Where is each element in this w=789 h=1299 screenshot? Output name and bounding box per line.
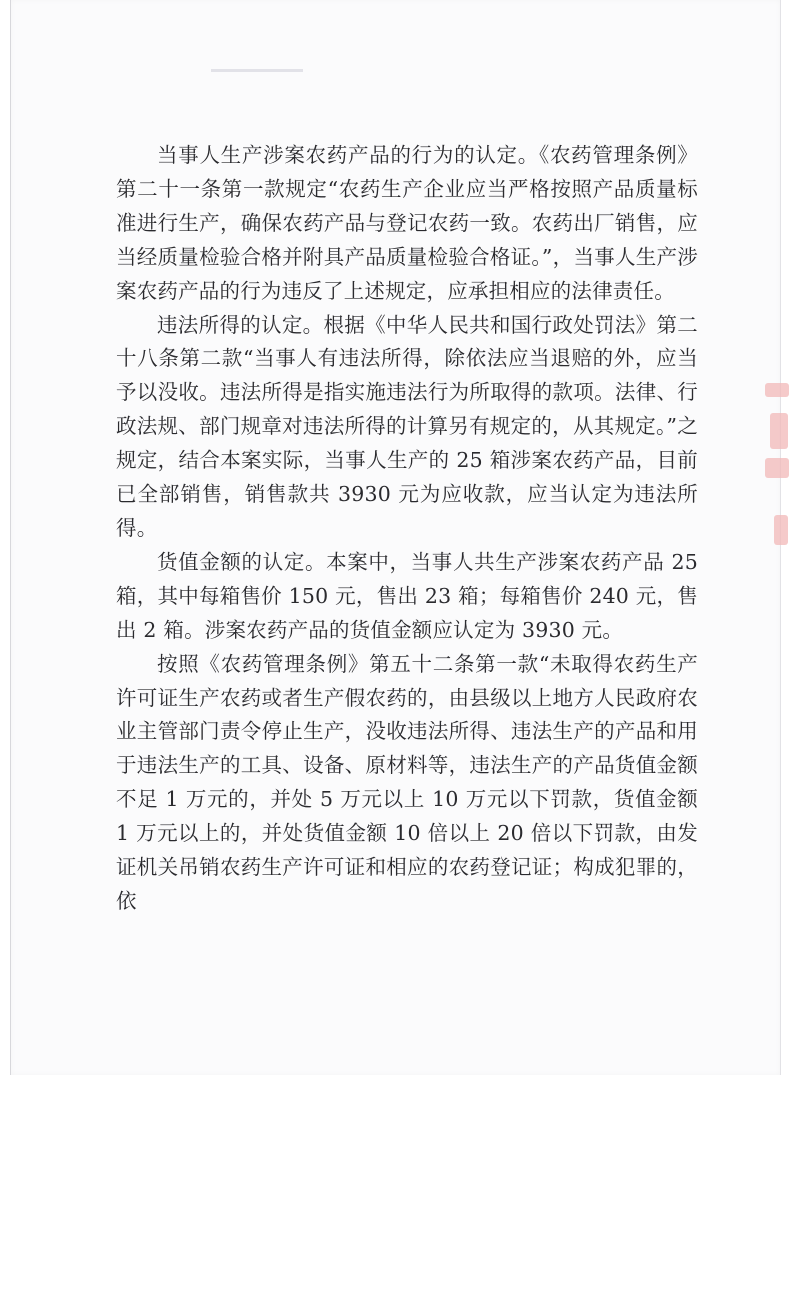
- paragraph-goods-value: 货值金额的认定。本案中，当事人共生产涉案农药产品 25 箱，其中每箱售价 150 元，售出 23 箱；每箱售价 240 元，售出 2 箱。涉案农药产品的货值金额应认定为 3930 元。: [116, 549, 698, 642]
- seal-fragment: [765, 458, 789, 478]
- document-body: [116, 139, 698, 919]
- seal-fragment: [770, 413, 788, 449]
- paragraph-illegal-income: 违法所得的认定。根据《中华人民共和国行政处罚法》第二十八条第二款“当事人有违法所得，除依法应当退赔的外，应当予以没收。违法所得是指实施违法行为所取得的款项。法律、行政法规、部门规章对违法所得的计算另有规定的，从其规定。”之规定，结合本案实际，当事人生产的 25 箱涉案农药产品，目前已全部销售，销售款共 3930 元为应收款，应当认定为违法所得。: [116, 312, 698, 540]
- header-faint-rule: [211, 69, 303, 72]
- seal-fragment: [765, 383, 789, 397]
- paragraph-product-behavior: 当事人生产涉案农药产品的行为的认定。《农药管理条例》第二十一条第一款规定“农药生产企业应当严格按照产品质量标准进行生产，确保农药产品与登记农药一致。农药出厂销售，应当经质量检验合格并附具产品质量检验合格证。”，当事人生产涉案农药产品的行为违反了上述规定，应承担相应的法律责任。: [116, 143, 698, 303]
- seal-fragment: [774, 515, 788, 545]
- paragraph-penalty-basis: 按照《农药管理条例》第五十二条第一款“未取得农药生产许可证生产农药或者生产假农药的，由县级以上地方人民政府农业主管部门责令停止生产，没收违法所得、违法生产的产品和用于违法生产的工具、设备、原材料等，违法生产的产品货值金额不足 1 万元的，并处 5 万元以上 10 万元以下罚款，货值金额 1 万元以上的，并处货值金额 10 倍以上 20 倍以下罚款，由发证机关吊销农药生产许可证和相应的农药登记证；构成犯罪的，依: [116, 651, 698, 913]
